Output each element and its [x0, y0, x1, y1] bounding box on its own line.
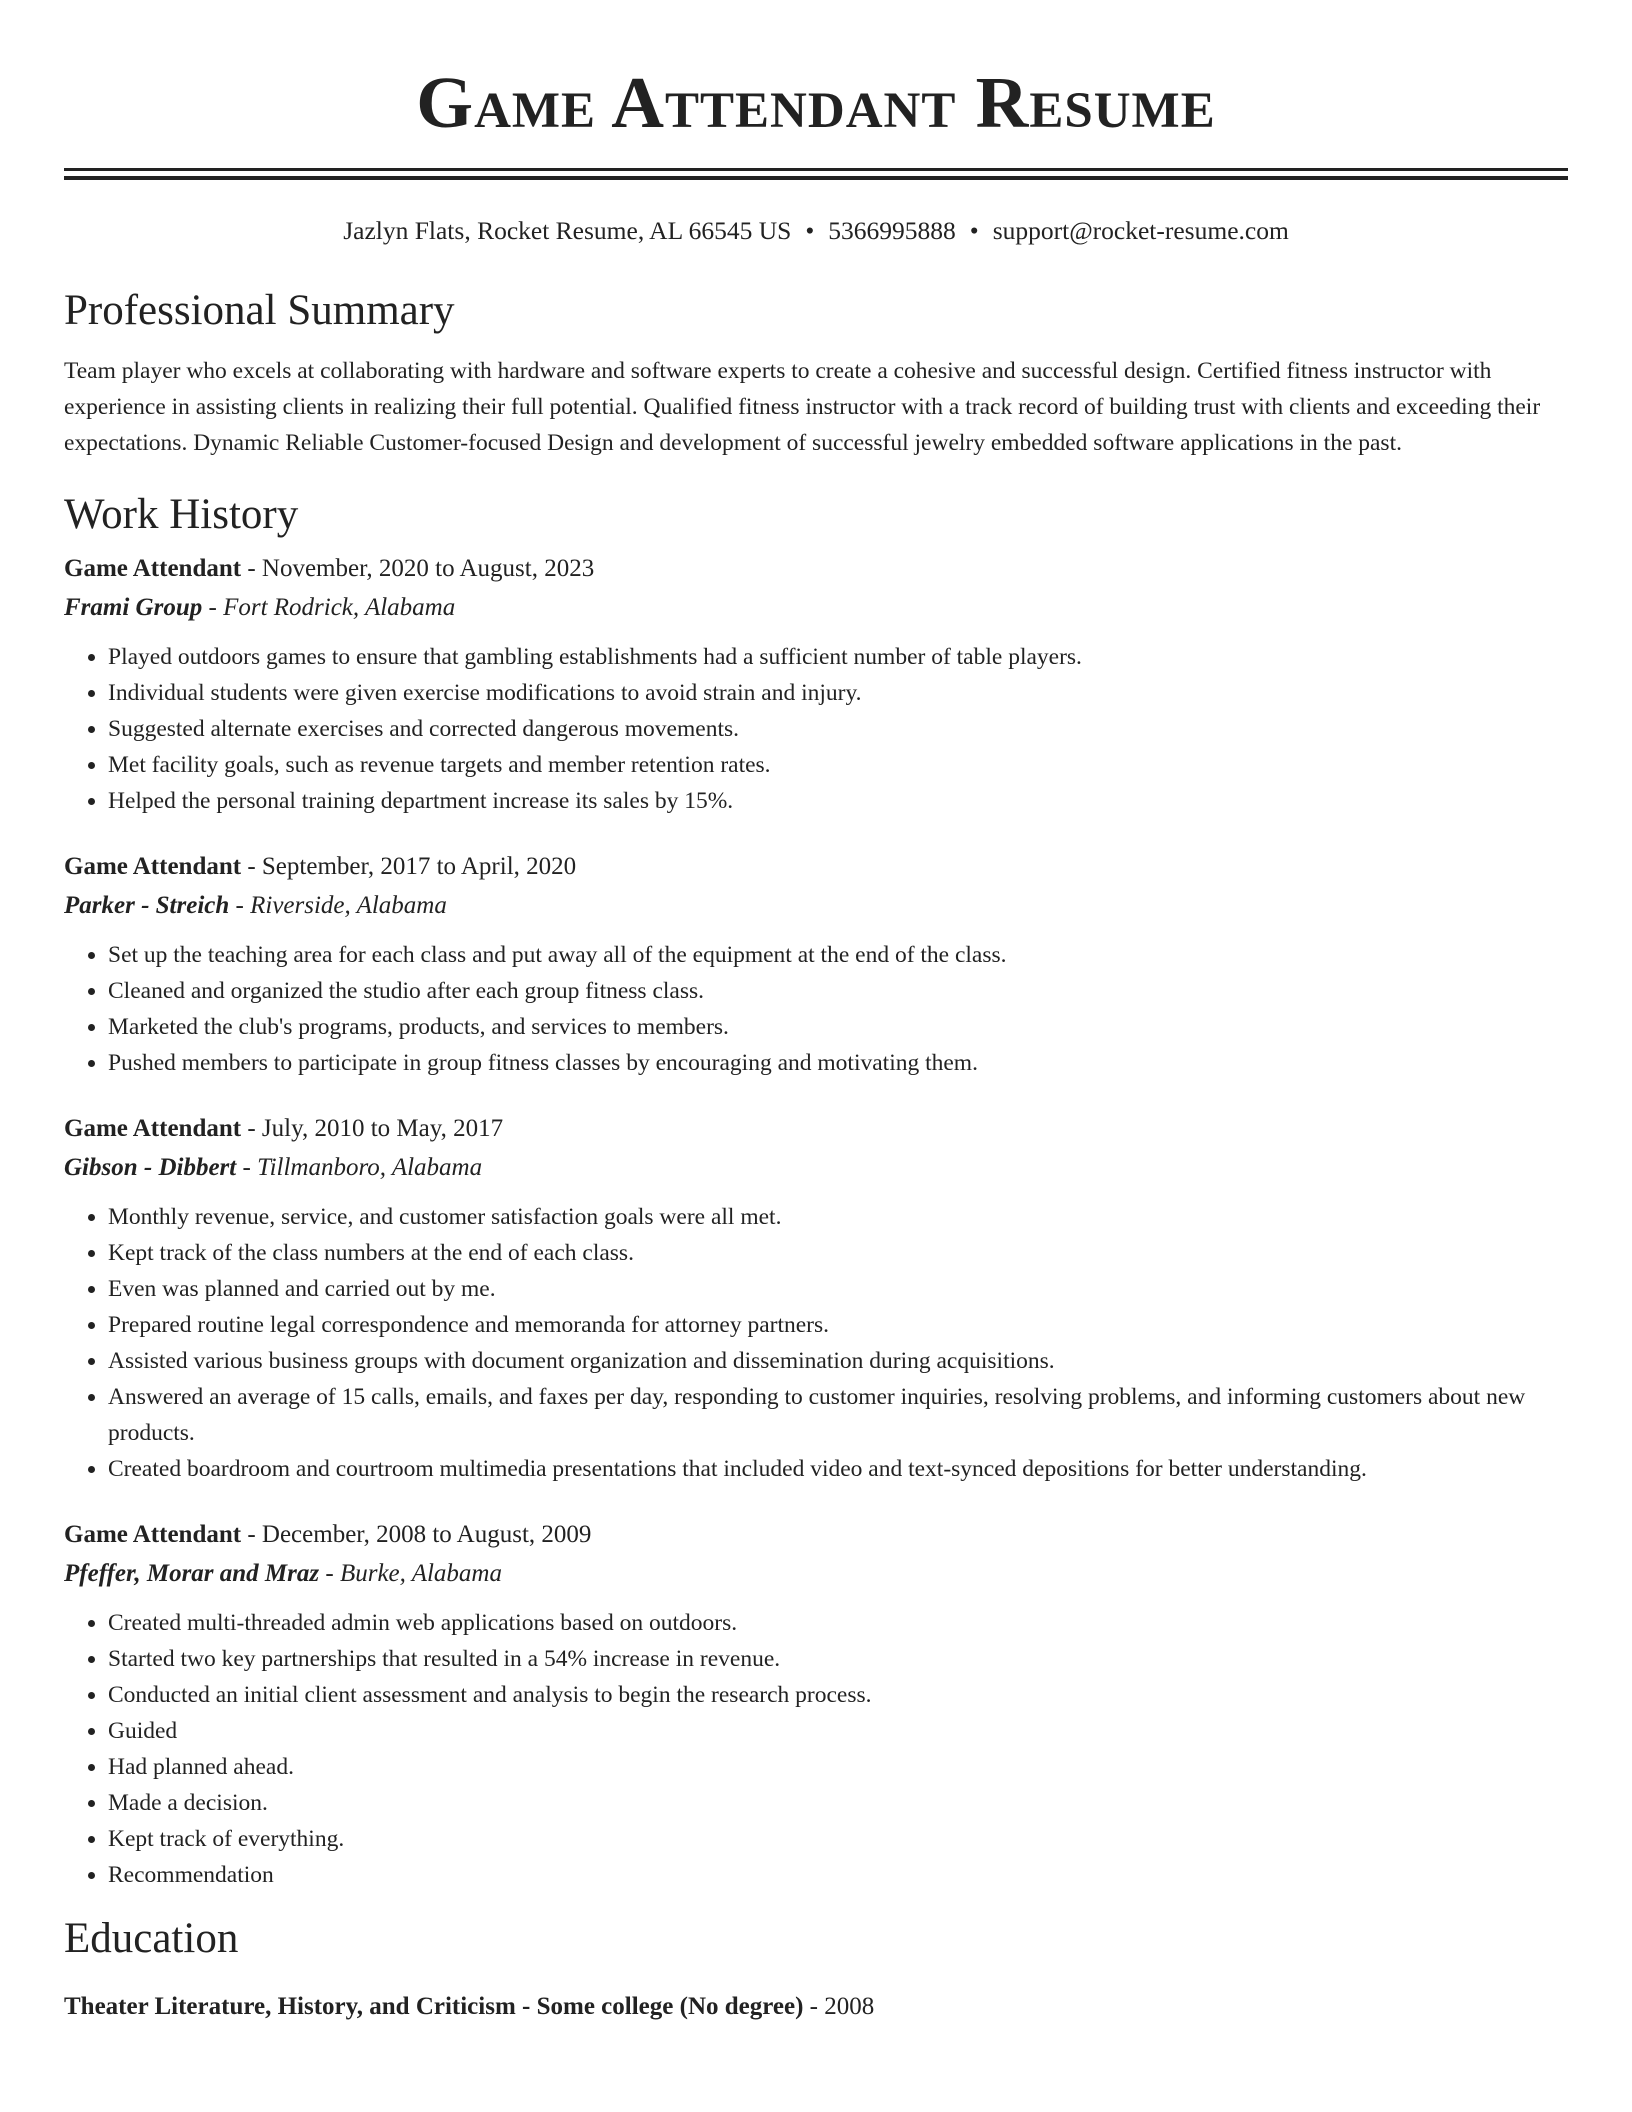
job-title-line: Game Attendant - December, 2008 to August, 2009 [64, 1521, 592, 1548]
education-year: 2008 [824, 1993, 875, 2020]
job-dates: November, 2020 to August, 2023 [261, 555, 595, 582]
job-title: Game Attendant [64, 1115, 242, 1142]
education-section [64, 1913, 1568, 2025]
company-line: Parker - Streich - Riverside, Alabama [64, 892, 447, 919]
job-bullet: • Cleaned and organized the studio after each group fitness class. [108, 973, 1568, 1009]
job-entry [64, 1111, 1568, 1487]
job-dates: September, 2017 to April, 2020 [261, 853, 577, 880]
job-bullet: • Recommendation [108, 1857, 1568, 1893]
job-bullet-list [64, 1605, 1568, 1893]
company-location: Riverside, Alabama [250, 892, 447, 919]
job-entry [64, 849, 1568, 1081]
job-bullet: • Suggested alternate exercises and corrected dangerous movements. [108, 711, 1568, 747]
company-name: Frami Group [64, 594, 203, 621]
job-title-line: Game Attendant - September, 2017 to April, 2020 [64, 853, 577, 880]
job-title: Game Attendant [64, 555, 242, 582]
contact-address: Jazlyn Flats, Rocket Resume, AL 66545 US [343, 216, 792, 245]
job-bullet: • Monthly revenue, service, and customer satisfaction goals were all met. [108, 1199, 1568, 1235]
contact-phone: 5366995888 [828, 216, 956, 245]
education-list [64, 1989, 1568, 2025]
job-bullet: • Prepared routine legal correspondence and memoranda for attorney partners. [108, 1307, 1568, 1343]
title-rule-top [64, 168, 1568, 171]
job-bullet: • Created multi-threaded admin web applications based on outdoors. [108, 1605, 1568, 1641]
job-bullet: • Even was planned and carried out by me. [108, 1271, 1568, 1307]
job-bullet: • Created boardroom and courtroom multimedia presentations that included video and text-synced depositions for better understanding. [108, 1451, 1568, 1487]
job-bullet: • Started two key partnerships that resulted in a 54% increase in revenue. [108, 1641, 1568, 1677]
job-bullet: • Met facility goals, such as revenue targets and member retention rates. [108, 747, 1568, 783]
work-history-heading: Work History [64, 491, 299, 538]
job-bullet: • Pushed members to participate in group fitness classes by encouraging and motivating them. [108, 1045, 1568, 1081]
job-bullet-list [64, 639, 1568, 819]
work-history-section [64, 489, 1568, 1893]
job-bullet: • Set up the teaching area for each class and put away all of the equipment at the end of the class. [108, 937, 1568, 973]
title-rule-bottom [64, 176, 1568, 180]
contact-separator: • [969, 216, 979, 245]
contact-email: support@rocket-resume.com [992, 216, 1289, 245]
job-bullet: • Made a decision. [108, 1785, 1568, 1821]
job-bullet: • Kept track of everything. [108, 1821, 1568, 1857]
company-location: Burke, Alabama [339, 1560, 502, 1587]
job-bullet: • Answered an average of 15 calls, emails, and faxes per day, responding to customer inquiries, resolving problems, and informing customers about new products. [108, 1379, 1568, 1451]
company-location: Tillmanboro, Alabama [257, 1154, 483, 1181]
company-name: Gibson - Dibbert [64, 1154, 237, 1181]
education-entry: Theater Literature, History, and Criticism - Some college (No degree) - 2008 [64, 1993, 875, 2020]
job-bullet: • Assisted various business groups with document organization and dissemination during acquisitions. [108, 1343, 1568, 1379]
job-bullet: • Played outdoors games to ensure that gambling establishments had a sufficient number of table players. [108, 639, 1568, 675]
company-location: Fort Rodrick, Alabama [223, 594, 456, 621]
contact-line [0, 215, 1632, 247]
job-bullet: • Had planned ahead. [108, 1749, 1568, 1785]
job-bullet: • Marketed the club's programs, products, and services to members. [108, 1009, 1568, 1045]
job-bullet-list [64, 937, 1568, 1081]
job-title-line: Game Attendant - November, 2020 to August, 2023 [64, 555, 595, 582]
job-dates: July, 2010 to May, 2017 [261, 1115, 504, 1142]
job-bullet: • Individual students were given exercise modifications to avoid strain and injury. [108, 675, 1568, 711]
resume-content [64, 285, 1568, 2025]
job-title-line: Game Attendant - July, 2010 to May, 2017 [64, 1115, 504, 1142]
job-bullet: • Helped the personal training department increase its sales by 15%. [108, 783, 1568, 819]
job-entry [64, 551, 1568, 819]
company-line: Pfeffer, Morar and Mraz - Burke, Alabama [64, 1560, 502, 1587]
company-name: Parker - Streich [64, 892, 230, 919]
job-dates: December, 2008 to August, 2009 [261, 1521, 592, 1548]
job-bullet: • Conducted an initial client assessment and analysis to begin the research process. [108, 1677, 1568, 1713]
job-bullet: • Kept track of the class numbers at the end of each class. [108, 1235, 1568, 1271]
job-entry [64, 1517, 1568, 1893]
job-bullet: • Guided [108, 1713, 1568, 1749]
summary-text: Team player who excels at collaborating with hardware and software experts to create a cohesive and successful design. Certified fitness instructor with experience in assisting clients in realizing their full potential. Qualified fitness instructor with a track record of building trust with clients and exceeding their expectations. Dynamic Reliable Customer-focused Design and development of successful jewelry embedded software applications in the past. [64, 358, 1541, 456]
summary-section [64, 285, 1568, 461]
education-heading: Education [64, 1915, 239, 1962]
company-name: Pfeffer, Morar and Mraz [64, 1560, 320, 1587]
contact-separator: • [805, 216, 815, 245]
job-bullet-list [64, 1199, 1568, 1487]
company-line: Gibson - Dibbert - Tillmanboro, Alabama [64, 1154, 483, 1181]
job-list [64, 551, 1568, 1893]
summary-heading: Professional Summary [64, 287, 455, 334]
job-title: Game Attendant [64, 853, 242, 880]
page-title: Game Attendant Resume [416, 62, 1216, 143]
job-title: Game Attendant [64, 1521, 242, 1548]
education-degree: Theater Literature, History, and Criticism - Some college (No degree) [64, 1993, 804, 2020]
company-line: Frami Group - Fort Rodrick, Alabama [64, 594, 456, 621]
